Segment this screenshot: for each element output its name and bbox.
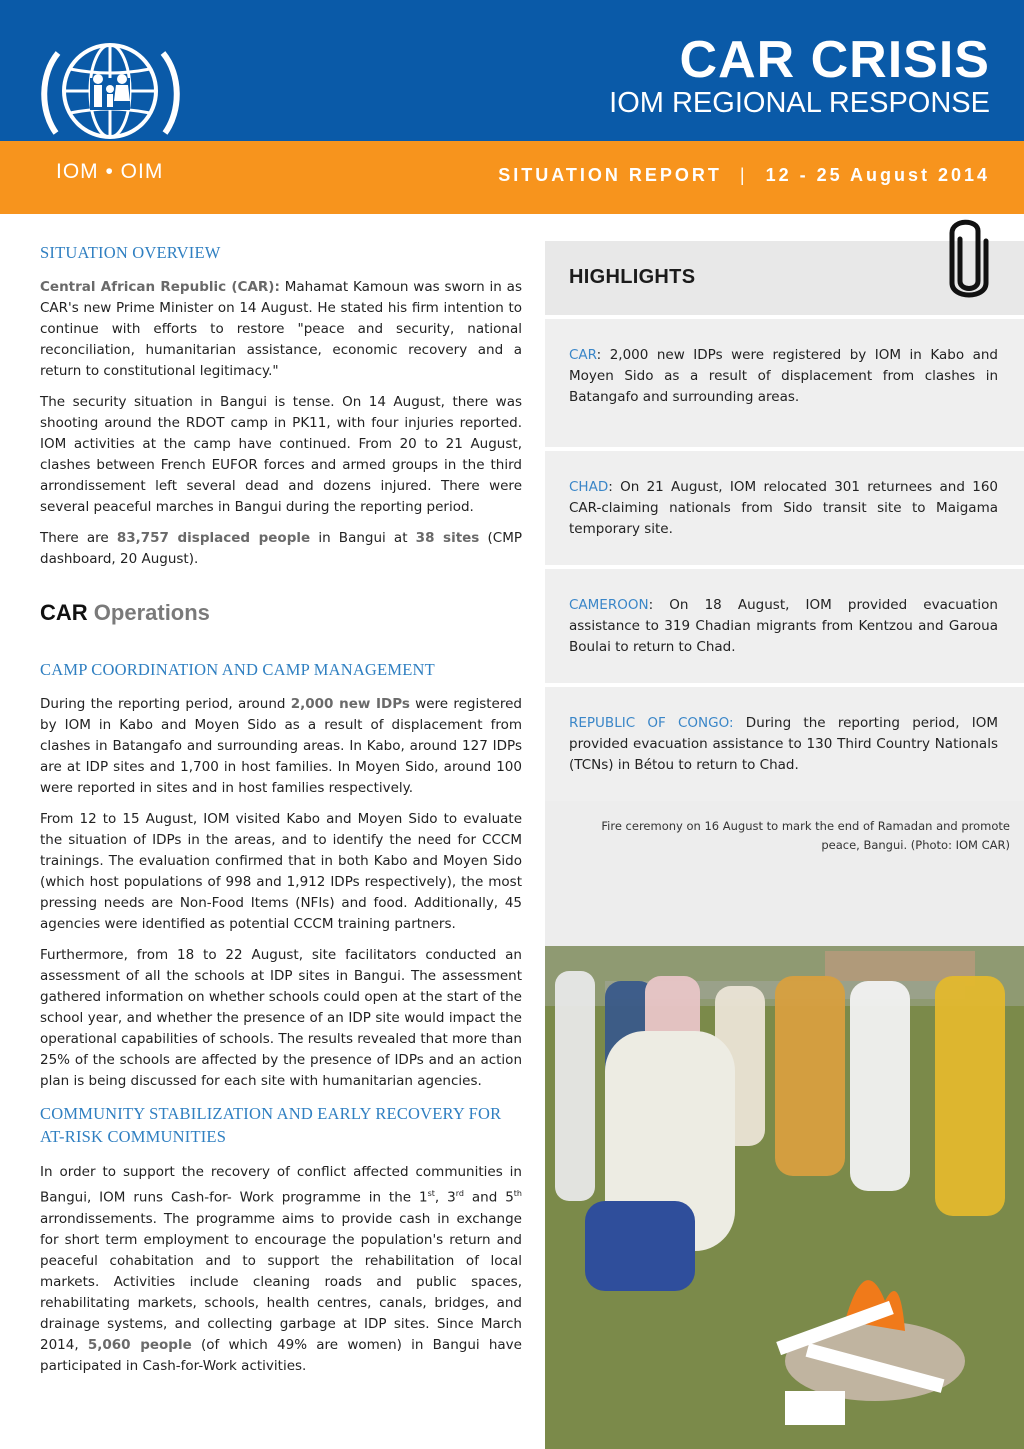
- iom-logo-icon: [38, 33, 183, 153]
- cccm-paragraph-3: Furthermore, from 18 to 22 August, site facilitators conducted an assessment of all the schools at IDP sites in Bangui. The assessment gathered information on whether schools could open at the start of the school year, and whether the presence of an IDP site would impact the operational capabilities of schools. The results revealed that more than 25% of the schools are affected by the presence of IDPs and an action plan is being discussed for each site with humanitarian agencies.: [40, 947, 522, 1089]
- highlight-country: CAR: [569, 347, 597, 363]
- report-line: [498, 165, 990, 186]
- section-heading-overview: SITUATION OVERVIEW: [40, 243, 221, 262]
- highlight-text: : On 21 August, IOM relocated 301 returnees and 160 CAR-claiming nationals from Sido transit site to Maigama temporary site.: [569, 479, 998, 537]
- overview-paragraph-1: [40, 277, 522, 382]
- fire-ceremony-photo: [545, 801, 1024, 1449]
- highlight-text: 38 sites: [415, 530, 480, 546]
- separator: |: [739, 165, 748, 185]
- operations-title-rest: Operations: [87, 600, 210, 625]
- photo-illustration: [545, 801, 1024, 1449]
- highlight-country: REPUBLIC OF CONGO:: [569, 715, 734, 731]
- highlight-country: CAMEROON: [569, 597, 649, 613]
- highlight-item-cameroon: [545, 569, 1024, 683]
- superscript: th: [513, 1189, 523, 1198]
- photo-caption: Fire ceremony on 16 August to mark the end of Ramadan and promote peace, Bangui. (Photo: IOM CAR): [601, 819, 1010, 852]
- paragraph-text: (CMP dashboard, 20 August).: [40, 530, 522, 567]
- paragraph-text: Mahamat Kamoun was sworn in as CAR's new Prime Minister on 14 August. He stated his firm intention to continue with efforts to restore "peace and security, national reconciliation, humanitarian assistance, economic recovery and a return to constitutional legitimacy.": [40, 279, 522, 379]
- highlight-item-car: [545, 319, 1024, 447]
- paperclip-icon: [946, 219, 992, 303]
- paragraph-text: , 3: [434, 1189, 456, 1206]
- highlights-header: [545, 241, 1024, 315]
- paragraph-text: During the reporting period, around: [40, 696, 291, 712]
- highlights-heading: HIGHLIGHTS: [569, 266, 696, 288]
- highlight-text: 5,060 people: [87, 1336, 192, 1353]
- logo-text: IOM • OIM: [56, 160, 164, 183]
- paragraph-text: (of which 49% are women) in Bangui have participated in Cash-for-Work activities.: [40, 1336, 522, 1374]
- highlight-item-chad: [545, 451, 1024, 565]
- cccm-paragraph-2: From 12 to 15 August, IOM visited Kabo and Moyen Sido to evaluate the situation of IDPs in the areas, and to identify the need for CCCM trainings. The evaluation confirmed that in both Kabo and Moyen Sido (which host populations of 998 and 1,912 IDPs respectively), the most pressing needs are Non-Food Items (NFIs) and food. Additionally, 45 agencies were identified as potential CCCM training partners.: [40, 811, 522, 932]
- stabilization-paragraph: [40, 1162, 522, 1377]
- highlight-text: During the reporting period, IOM provided evacuation assistance to 130 Third Country Nationals (TCNs) in Bétou to return to Chad.: [569, 715, 998, 773]
- operations-title: [40, 600, 522, 626]
- highlight-item-congo: [545, 687, 1024, 801]
- overview-paragraph-2: The security situation in Bangui is tense. On 14 August, there was shooting around the RDOT camp in PK11, with four injuries reported. IOM activities at the camp have continued. From 20 to 21 August, clashes between French EUFOR forces and armed groups in the third arrondissement left several dead and dozens injured. There were several peaceful marches in Bangui during the reporting period.: [40, 394, 522, 515]
- highlight-text: 83,757 displaced people: [116, 530, 311, 546]
- situation-report-label: SITUATION REPORT: [498, 165, 722, 185]
- section-heading-cccm: CAMP COORDINATION AND CAMP MANAGEMENT: [40, 660, 435, 679]
- report-subtitle: IOM REGIONAL RESPONSE: [609, 87, 990, 119]
- left-column: [40, 243, 522, 1387]
- highlight-text: Central African Republic (CAR):: [40, 279, 280, 295]
- superscript: rd: [455, 1189, 464, 1198]
- operations-title-bold: CAR: [40, 600, 88, 625]
- highlight-text: 2,000 new IDPs: [290, 696, 410, 712]
- highlight-country: CHAD: [569, 479, 609, 495]
- superscript: st: [427, 1189, 435, 1198]
- overview-paragraph-3: [40, 528, 522, 570]
- section-heading-stabilization: COMMUNITY STABILIZATION AND EARLY RECOVERY FOR AT-RISK COMMUNITIES: [40, 1104, 502, 1146]
- highlight-text: : 2,000 new IDPs were registered by IOM in Kabo and Moyen Sido as a result of displacement from clashes in Batangafo and surrounding areas.: [569, 347, 998, 405]
- paragraph-text: were registered by IOM in Kabo and Moyen Sido as a result of displacement from clashes in Batangafo and surrounding areas. In Kabo, around 127 IDPs are at IDP sites and 1,700 in host families. In Moyen Sido, around 100 were reported in sites and in host families respectively.: [40, 696, 522, 796]
- paragraph-text: arrondissements. The programme aims to provide cash in exchange for short term employment to encourage the population's return and peaceful cohabitation and to support the rehabilitation of local markets. Activities include cleaning roads and public spaces, rehabilitating markets, schools, health centres, canals, bridges, and drainage systems, and collecting garbage at IDP sites. Since March 2014,: [40, 1210, 522, 1353]
- date-range: 12 - 25 August 2014: [765, 165, 990, 185]
- highlights-panel: [545, 241, 1024, 801]
- paragraph-text: There are: [40, 530, 117, 546]
- paragraph-text: and 5: [463, 1189, 514, 1206]
- paragraph-text: In order to support the recovery of conflict affected communities in Bangui, IOM runs Cash-for- Work programme in the 1: [40, 1164, 522, 1206]
- paragraph-text: in Bangui at: [310, 530, 416, 546]
- cccm-paragraph-1: [40, 694, 522, 799]
- highlight-text: : On 18 August, IOM provided evacuation assistance to 319 Chadian migrants from Kentzou and Garoua Boulai to return to Chad.: [569, 597, 998, 655]
- report-title: CAR CRISIS: [679, 31, 990, 89]
